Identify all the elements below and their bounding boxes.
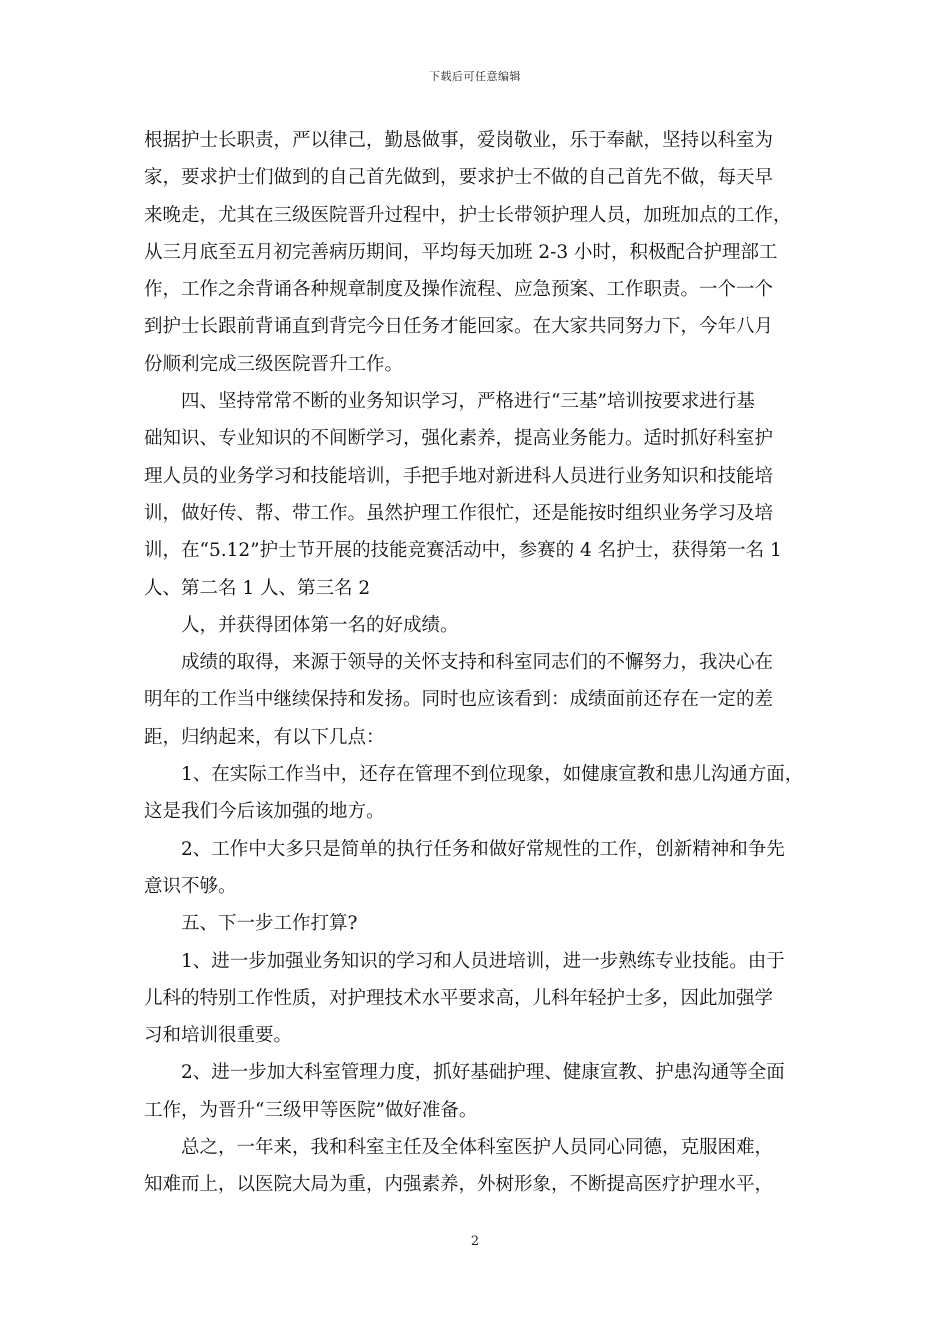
text-line: 理人员的业务学习和技能培训，手把手地对新进科人员进行业务知识和技能培 bbox=[144, 465, 774, 487]
text-line: 作，工作之余背诵各种规章制度及操作流程、应急预案、工作职责。一个一个 bbox=[144, 279, 774, 301]
text-line: 2、工作中大多只是简单的执行任务和做好常规性的工作，创新精神和争先 bbox=[181, 838, 785, 860]
text-line: 明年的工作当中继续保持和发扬。同时也应该看到：成绩面前还存在一定的差 bbox=[144, 689, 774, 711]
text-line: 习和培训很重要。 bbox=[144, 1025, 293, 1047]
paragraph bbox=[144, 644, 809, 756]
paragraph bbox=[144, 905, 809, 942]
paragraph bbox=[144, 1054, 809, 1129]
text-line: 五、下一步工作打算? bbox=[181, 913, 358, 935]
document-body bbox=[144, 122, 809, 1204]
page-header: 下载后可任意编辑 bbox=[429, 70, 521, 83]
text-line: 这是我们今后该加强的地方。 bbox=[144, 801, 385, 823]
paragraph bbox=[144, 943, 809, 1055]
text-line: 根据护士长职责，严以律己，勤恳做事，爱岗敬业，乐于奉献，坚持以科室为 bbox=[144, 130, 774, 151]
text-line: 成绩的取得，来源于领导的关怀支持和科室同志们的不懈努力，我决心在 bbox=[181, 652, 774, 674]
text-line: 础知识、专业知识的不间断学习，强化素养，提高业务能力。适时抓好科室护 bbox=[144, 428, 774, 450]
page-number: 2 bbox=[470, 1234, 480, 1249]
text-line: 2、进一步加大科室管理力度，抓好基础护理、健康宣教、护患沟通等全面 bbox=[181, 1062, 785, 1084]
text-line: 1、进一步加强业务知识的学习和人员进培训，进一步熟练专业技能。由于 bbox=[181, 950, 785, 972]
text-line: 家，要求护士们做到的自己首先做到，要求护士不做的自己首先不做，每天早 bbox=[144, 167, 774, 189]
text-line: 人、第二名 1 人、第三名 2 bbox=[144, 577, 371, 599]
paragraph bbox=[144, 1129, 809, 1204]
text-line: 知难而上，以医院大局为重，内强素养，外树形象，不断提高医疗护理水平， bbox=[144, 1174, 774, 1196]
text-line: 总之，一年来，我和科室主任及全体科室医护人员同心同德，克服困难， bbox=[181, 1137, 774, 1159]
text-line: 四、坚持常常不断的业务知识学习，严格进行“三基”培训按要求进行基 bbox=[181, 391, 755, 413]
paragraph bbox=[144, 831, 809, 906]
text-line: 训，在“5.12”护士节开展的技能竞赛活动中，参赛的 4 名护士，获得第一名 1 bbox=[144, 540, 782, 562]
text-line: 人，并获得团体第一名的好成绩。 bbox=[181, 614, 459, 636]
text-line: 1、在实际工作当中，还存在管理不到位现象，如健康宣教和患儿沟通方面， bbox=[181, 764, 804, 786]
paragraph bbox=[144, 122, 809, 383]
text-line: 到护士长跟前背诵直到背完今日任务才能回家。在大家共同努力下，今年八月 bbox=[144, 316, 774, 338]
text-line: 意识不够。 bbox=[144, 875, 237, 897]
text-line: 来晚走，尤其在三级医院晋升过程中，护士长带领护理人员，加班加点的工作， bbox=[144, 204, 792, 226]
text-line: 工作，为晋升“三级甲等医院”做好准备。 bbox=[144, 1099, 478, 1121]
text-line: 训，做好传、帮、带工作。虽然护理工作很忙，还是能按时组织业务学习及培 bbox=[144, 502, 774, 524]
text-line: 距，归纳起来，有以下几点： bbox=[144, 726, 385, 748]
paragraph bbox=[144, 607, 809, 644]
text-line: 从三月底至五月初完善病历期间，平均每天加班 2-3 小时，积极配合护理部工 bbox=[144, 241, 778, 263]
text-line: 份顺利完成三级医院晋升工作。 bbox=[144, 353, 404, 375]
text-line: 儿科的特别工作性质，对护理技术水平要求高，儿科年轻护士多，因此加强学 bbox=[144, 987, 774, 1009]
paragraph bbox=[144, 756, 809, 831]
paragraph bbox=[144, 383, 809, 607]
